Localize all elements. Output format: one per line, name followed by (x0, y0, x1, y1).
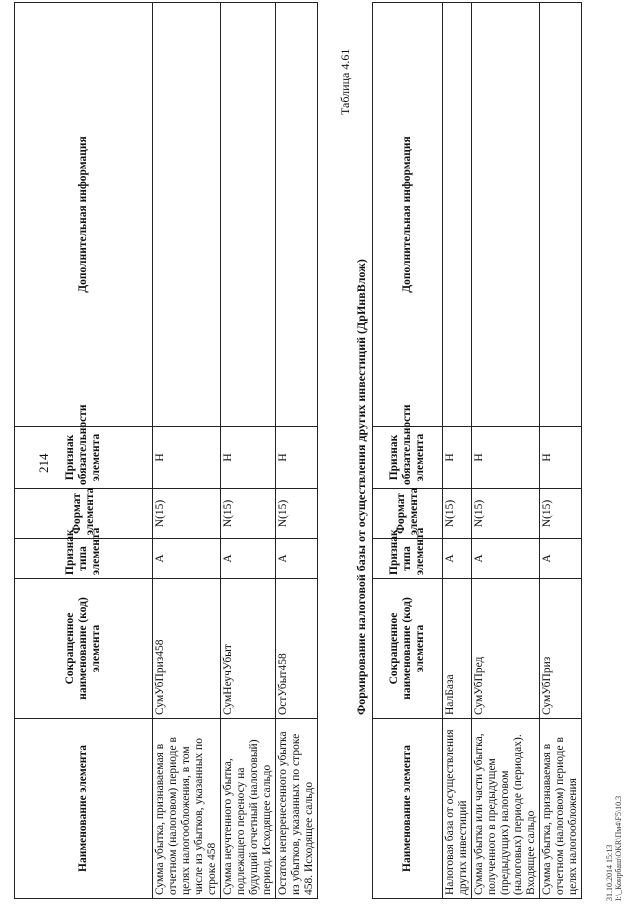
col-header-type: Признак типа элемента (15, 539, 153, 579)
cell-format: N(15) (221, 489, 276, 539)
cell-code: СумНеучУбыт (221, 579, 276, 719)
table-row (540, 3, 582, 899)
table-other-investments (372, 2, 582, 899)
cell-required: Н (221, 427, 276, 489)
col-header-info: Дополнительная информация (15, 3, 153, 427)
cell-info (443, 3, 472, 427)
stamp-path: I:\_Конрбаш\OKR\Пм4\F5\10.3 (614, 795, 623, 901)
table-loss-carryforward (14, 2, 318, 899)
col-header-short-name: Сокращенное наименование (код) элемента (373, 579, 443, 719)
cell-code: СумУбПриз (540, 579, 582, 719)
cell-format: N(15) (540, 489, 582, 539)
table-header-row (15, 3, 153, 899)
col-header-name: Наименование элемента (373, 719, 443, 899)
cell-type: А (221, 539, 276, 579)
col-header-type: Признак типа элемента (373, 539, 443, 579)
table-row (443, 3, 472, 899)
col-header-format: Формат элемента (15, 489, 153, 539)
col-header-name: Наименование элемента (15, 719, 153, 899)
cell-code: СумУбПред (472, 579, 540, 719)
col-header-required: Признак обязательности элемента (373, 427, 443, 489)
cell-type: А (443, 539, 472, 579)
col-header-short-name: Сокращенное наименование (код) элемента (15, 579, 153, 719)
cell-format: N(15) (153, 489, 221, 539)
page-number: 214 (36, 453, 51, 473)
cell-name: Налоговая база от осуществления других инвестиций (443, 719, 472, 899)
cell-info (221, 3, 276, 427)
cell-info (153, 3, 221, 427)
cell-name: Сумма убытка, признаваемая в отчетном (налоговом) периоде в целях налогообложения (540, 719, 582, 899)
table-row (472, 3, 540, 899)
cell-required: Н (472, 427, 540, 489)
cell-required: Н (540, 427, 582, 489)
cell-type: А (540, 539, 582, 579)
cell-type: А (472, 539, 540, 579)
cell-required: Н (443, 427, 472, 489)
table-header-row (373, 3, 443, 899)
cell-format: N(15) (276, 489, 318, 539)
table-row (153, 3, 221, 899)
cell-required: Н (153, 427, 221, 489)
cell-code: НалБаза (443, 579, 472, 719)
cell-name: Сумма убытка, признаваемая в отчетном (налоговом) периоде в целях налогообложения, в том числе из убытков, указанных по строке 458 (153, 719, 221, 899)
cell-type: А (276, 539, 318, 579)
table-number: Таблица 4.61 (338, 48, 352, 115)
cell-code: СумУбПриз458 (153, 579, 221, 719)
cell-format: N(15) (443, 489, 472, 539)
cell-info (276, 3, 318, 427)
cell-format: N(15) (472, 489, 540, 539)
col-header-info: Дополнительная информация (373, 3, 443, 427)
cell-name: Сумма неучтенного убытка, подлежащего переносу на будущий отчетный (налоговый) период. Исходящее сальдо (221, 719, 276, 899)
table-row (221, 3, 276, 899)
file-stamp (605, 796, 623, 901)
table-row (276, 3, 318, 899)
cell-code: ОстУбыт458 (276, 579, 318, 719)
cell-required: Н (276, 427, 318, 489)
stamp-date: 31.10.2014 15:13 (605, 844, 614, 901)
col-header-required: Признак обязательности элемента (15, 427, 153, 489)
table-caption: Формирование налоговой базы от осуществления других инвестиций (ДрИнвВлож) (354, 259, 368, 715)
cell-info (472, 3, 540, 427)
cell-name: Сумма убытка или части убытка, полученного в предыдущем (предыдущих) налоговом (налоговых) периоде (периодах). Входящее сальдо (472, 719, 540, 899)
cell-name: Остаток неперенесенного убытка из убытков, указанных по строке 458. Исходящее сальдо (276, 719, 318, 899)
cell-type: А (153, 539, 221, 579)
cell-info (540, 3, 582, 427)
col-header-format: Формат элемента (373, 489, 443, 539)
